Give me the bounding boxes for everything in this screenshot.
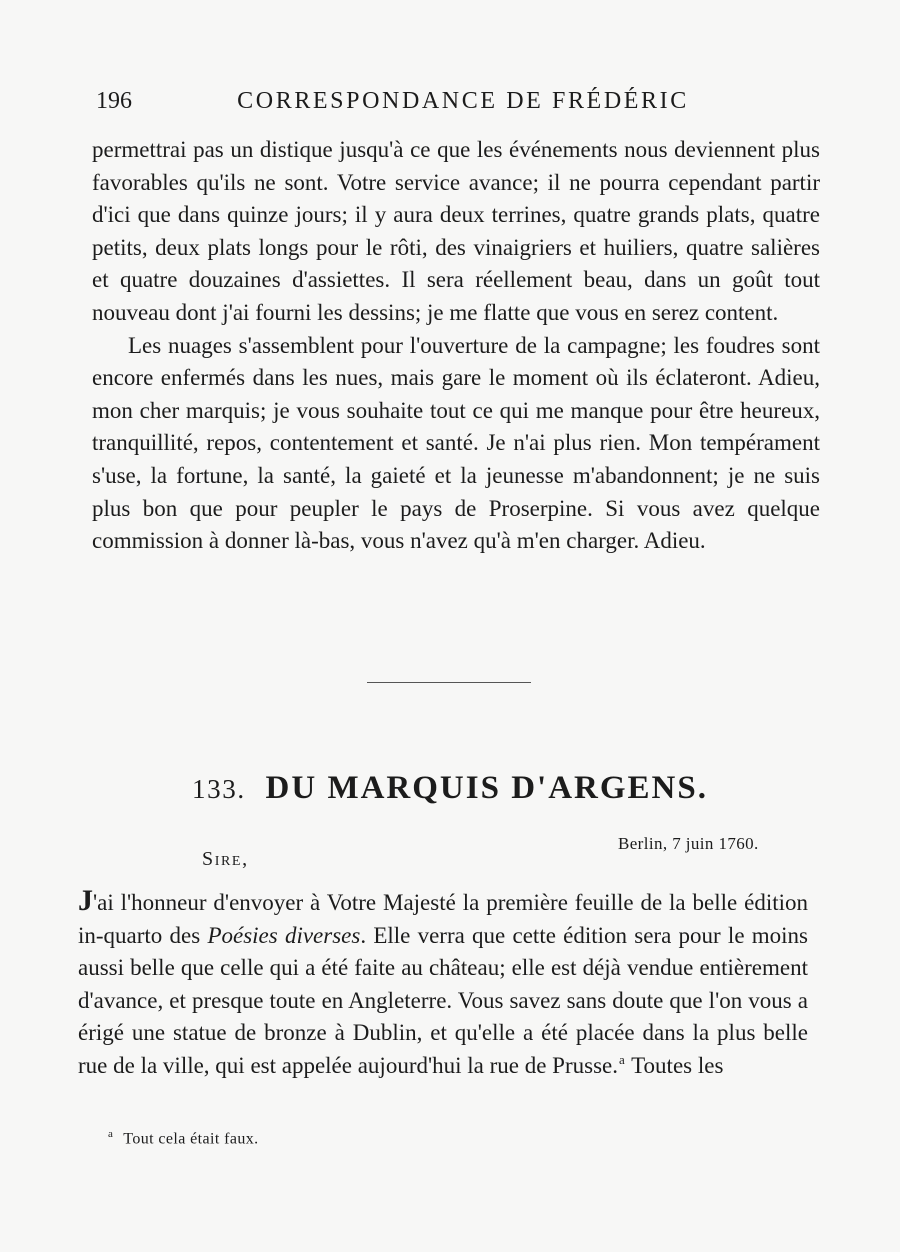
letter-heading [90, 770, 810, 807]
section-divider [367, 682, 531, 683]
footnote-reference: a [619, 1052, 625, 1068]
footnote-mark: a [108, 1128, 114, 1140]
running-title: CORRESPONDANCE DE FRÉDÉRIC [237, 88, 689, 114]
page-number: 196 [96, 88, 132, 114]
letter-number: 133. [192, 774, 246, 804]
letter-text-part-1: 'ai l'honneur d'envoyer à Votre Majesté la première feuille de la belle édition in-quarto des [78, 890, 808, 948]
running-header [96, 88, 826, 120]
salutation: Sire, [202, 848, 249, 870]
italic-book-title: Poésies diverses [207, 922, 361, 948]
letter-body [78, 886, 808, 1083]
continued-paragraph-1: permettrai pas un distique jusqu'à ce que les événements nous deviennent plus favorables qu'ils ne sont. Votre service avance; il ne pourra cependant partir d'ici que dans quinze jours; il y aura deux terrines, quatre grands plats, quatre petits, deux plats longs pour le rôti, des vinaigriers et huiliers, quatre salières et quatre douzaines d'assiettes. Il sera réellement beau, dans un goût tout nouveau dont j'ai fourni les dessins; je me flatte que vous en serez content. [92, 137, 820, 325]
continued-paragraph-2: Les nuages s'assemblent pour l'ouverture de la campagne; les foudres sont encore enfermés dans les nues, mais gare le moment où ils éclateront. Adieu, mon cher marquis; je vous souhaite tout ce qui me manque pour être heureux, tranquillité, repos, contentement et santé. Je n'ai plus rien. Mon tempérament s'use, la fortune, la santé, la gaieté et la jeunesse m'abandonnent; je ne suis plus bon que pour peupler le pays de Proserpine. Si vous avez quelque commission à donner là-bas, vous n'avez qu'à m'en charger. Adieu. [92, 332, 820, 554]
letter-title: DU MARQUIS D'ARGENS. [265, 770, 708, 806]
letter-text-part-3: Toutes les [625, 1052, 724, 1078]
drop-initial: J [78, 884, 93, 917]
letter-text-part-2: . Elle verra que cette édition sera pour le moins aussi belle que celle qui a été faite au château; elle est déjà vendue entièrement d'avance, et presque toute en Angleterre. Vous savez sans doute que l'on vous a érigé une statue de bronze à Dublin, et qu'elle a été placée dans la plus belle rue de la ville, qui est appelée aujourd'hui la rue de Prusse. [78, 922, 808, 1078]
letter-paragraph [78, 886, 808, 1083]
letter-date: Berlin, 7 juin 1760. [618, 834, 759, 853]
footnote-text: Tout cela était faux. [123, 1130, 259, 1148]
continued-letter-text [92, 134, 820, 558]
footnote [108, 1128, 259, 1148]
